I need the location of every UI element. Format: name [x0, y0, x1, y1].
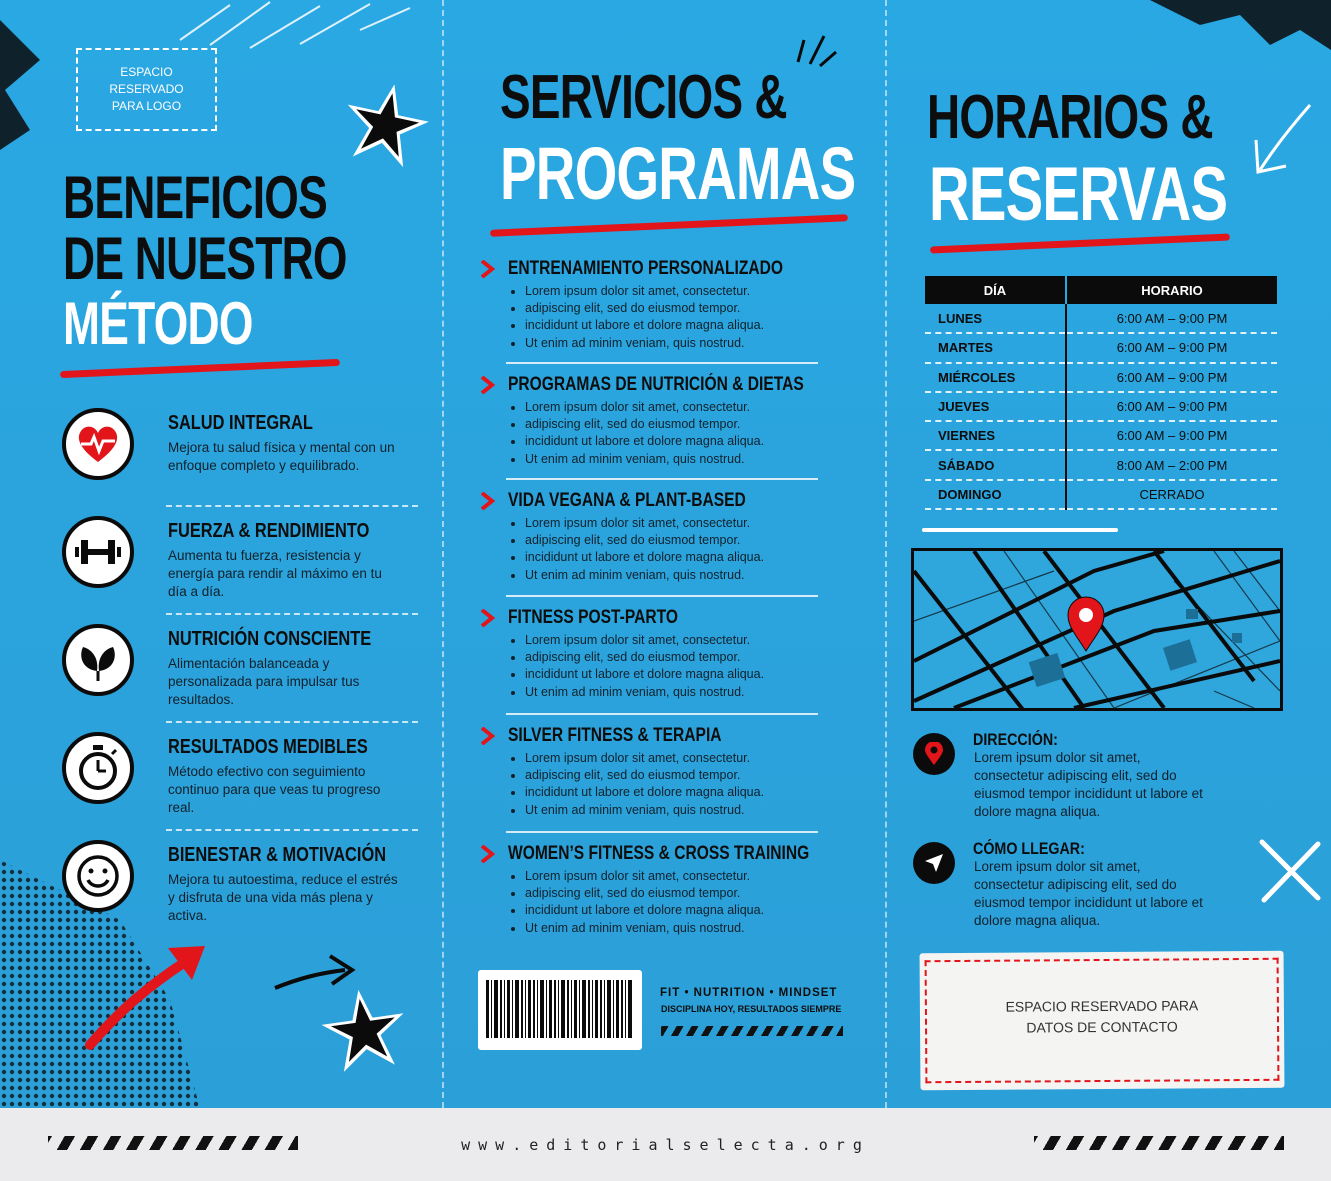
service-bullets: [525, 632, 825, 701]
bullet: • Ut enim ad minim veniam, quis nostrud.: [525, 684, 825, 701]
day-cell: SÁBADO: [925, 450, 1066, 479]
fold-line-1: [442, 0, 444, 1108]
table-row: [925, 450, 1277, 479]
benefit-item: [60, 732, 420, 840]
logo-placeholder-text: ESPACIO RESERVADO PARA LOGO: [109, 65, 184, 113]
table-row: [925, 333, 1277, 362]
service-bullets: [525, 399, 825, 468]
grunge-corner-decoration: [0, 0, 60, 160]
chevron-right-icon: [480, 727, 496, 745]
benefit-title: RESULTADOS MEDIBLES: [168, 736, 368, 758]
divider: [166, 829, 418, 831]
stopwatch-icon: [62, 732, 134, 804]
footer-url: www.editorialselecta.org: [461, 1136, 870, 1154]
leaf-icon: [62, 624, 134, 696]
location-pin-icon: [913, 733, 955, 775]
divider: [506, 362, 818, 364]
day-cell: DOMINGO: [925, 480, 1066, 509]
day-cell: LUNES: [925, 304, 1066, 333]
red-arrow-decoration: [80, 940, 210, 1050]
address-text: Lorem ipsum dolor sit amet, consectetur adipiscing elit, sed do eiusmod tempor incididunt ut labore et dolore magna aliqua.: [974, 750, 1203, 819]
hours-cell: 6:00 AM – 9:00 PM: [1066, 421, 1277, 450]
divider: [166, 505, 418, 507]
hours-cell: 6:00 AM – 9:00 PM: [1066, 392, 1277, 421]
bullet: • Lorem ipsum dolor sit amet, consectetur.: [525, 399, 825, 416]
service-title: VIDA VEGANA & PLANT-BASED: [508, 490, 746, 511]
service-bullets: [525, 868, 825, 937]
bullet: • Ut enim ad minim veniam, quis nostrud.: [525, 920, 825, 937]
day-cell: MARTES: [925, 333, 1066, 362]
day-cell: VIERNES: [925, 421, 1066, 450]
bullet: • Ut enim ad minim veniam, quis nostrud.: [525, 802, 825, 819]
benefits-title-line-2: DE NUESTRO: [63, 225, 347, 292]
star-sticker-icon: [318, 984, 410, 1076]
table-row: [925, 304, 1277, 333]
services-title-line-1: SERVICIOS &: [500, 63, 787, 132]
service-title: ENTRENAMIENTO PERSONALIZADO: [508, 258, 783, 279]
grunge-corner-decoration-right: [1150, 0, 1331, 60]
divider: [506, 595, 818, 597]
bullet: • Lorem ipsum dolor sit amet, consectetur.: [525, 283, 825, 300]
benefit-description: Mejora tu autoestima, reduce el estrés y disfruta de una vida más plena y activa.: [168, 872, 398, 923]
service-bullets: [525, 750, 825, 819]
hours-cell: 6:00 AM – 9:00 PM: [1066, 304, 1277, 333]
stripe-decoration-right: [1034, 1136, 1284, 1150]
bullet: • adipiscing elit, sed do eiusmod tempor.: [525, 300, 825, 317]
bullet: • Lorem ipsum dolor sit amet, consectetur.: [525, 750, 825, 767]
benefits-title-line-1: BENEFICIOS: [63, 164, 327, 231]
bullet: • incididunt ut labore et dolore magna aliqua.: [525, 433, 825, 450]
benefit-title: FUERZA & RENDIMIENTO: [168, 520, 370, 542]
benefit-description: Método efectivo con seguimiento continuo para que veas tu progreso real.: [168, 764, 381, 815]
red-brush-underline: [490, 214, 848, 237]
cross-scribble-decoration: [1256, 836, 1326, 906]
heart-pulse-icon: [62, 408, 134, 480]
bullet: • adipiscing elit, sed do eiusmod tempor.: [525, 532, 825, 549]
bullet: • adipiscing elit, sed do eiusmod tempor.: [525, 416, 825, 433]
benefit-title: NUTRICIÓN CONSCIENTE: [168, 628, 372, 650]
benefit-item: [60, 624, 420, 732]
bullet: • Ut enim ad minim veniam, quis nostrud.: [525, 335, 825, 352]
service-title: PROGRAMAS DE NUTRICIÓN & DIETAS: [508, 374, 804, 395]
bullet: • incididunt ut labore et dolore magna aliqua.: [525, 666, 825, 683]
benefit-item: [60, 408, 420, 516]
day-cell: JUEVES: [925, 392, 1066, 421]
benefit-title: BIENESTAR & MOTIVACIÓN: [168, 844, 387, 866]
bullet: • adipiscing elit, sed do eiusmod tempor.: [525, 649, 825, 666]
service-title: WOMEN’S FITNESS & CROSS TRAINING: [508, 843, 810, 864]
chevron-right-icon: [480, 609, 496, 627]
bullet: • incididunt ut labore et dolore magna aliqua.: [525, 902, 825, 919]
hours-cell: CERRADO: [1066, 480, 1277, 509]
footer-bar: [0, 1108, 1331, 1181]
tagline-subtitle: DISCIPLINA HOY, RESULTADOS SIEMPRE: [661, 1004, 842, 1014]
logo-placeholder: [76, 48, 217, 131]
benefit-item: [60, 516, 420, 624]
dumbbell-icon: [62, 516, 134, 588]
bullet: • incididunt ut labore et dolore magna aliqua.: [525, 784, 825, 801]
divider: [506, 478, 818, 480]
divider: [166, 721, 418, 723]
bullet: • Ut enim ad minim veniam, quis nostrud.: [525, 451, 825, 468]
hours-cell: 8:00 AM – 2:00 PM: [1066, 450, 1277, 479]
star-sticker-icon: [340, 78, 432, 170]
table-row: [925, 363, 1277, 392]
map-pin-icon: [1068, 597, 1104, 651]
column-header: DÍA: [925, 276, 1066, 304]
navigation-arrow-icon: [913, 842, 955, 884]
contact-placeholder-text: ESPACIO RESERVADO PARA DATOS DE CONTACTO: [1005, 997, 1199, 1036]
bullet: • adipiscing elit, sed do eiusmod tempor.: [525, 767, 825, 784]
hours-cell: 6:00 AM – 9:00 PM: [1066, 333, 1277, 362]
brush-white-underline: [922, 528, 1118, 532]
benefit-description: Mejora tu salud física y mental con un enfoque completo y equilibrado.: [168, 440, 395, 473]
bullet: • adipiscing elit, sed do eiusmod tempor.: [525, 885, 825, 902]
chevron-right-icon: [480, 492, 496, 510]
schedule-title-line-1: HORARIOS &: [927, 83, 1213, 152]
smiley-icon: [62, 840, 134, 912]
bullet: • Lorem ipsum dolor sit amet, consectetur.: [525, 515, 825, 532]
service-bullets: [525, 515, 825, 584]
divider: [506, 713, 818, 715]
column-header: HORARIO: [1066, 276, 1277, 304]
schedule-title-line-2: RESERVAS: [929, 152, 1228, 237]
hours-cell: 6:00 AM – 9:00 PM: [1066, 363, 1277, 392]
contact-placeholder: [920, 951, 1285, 1091]
arrow-scribble-decoration: [1248, 100, 1318, 180]
chevron-right-icon: [480, 376, 496, 394]
directions-title: CÓMO LLEGAR:: [973, 839, 1085, 858]
bullet: • incididunt ut labore et dolore magna aliqua.: [525, 317, 825, 334]
fold-line-2: [885, 0, 887, 1108]
chevron-right-icon: [480, 845, 496, 863]
stripe-decoration: [661, 1026, 843, 1036]
services-title-line-2: PROGRAMAS: [500, 132, 856, 215]
divider: [166, 613, 418, 615]
red-brush-underline: [60, 359, 340, 378]
bullet: • incididunt ut labore et dolore magna aliqua.: [525, 549, 825, 566]
map-illustration: [911, 548, 1283, 711]
day-cell: MIÉRCOLES: [925, 363, 1066, 392]
bullet: • Ut enim ad minim veniam, quis nostrud.: [525, 567, 825, 584]
service-title: SILVER FITNESS & TERAPIA: [508, 725, 722, 746]
benefit-description: Aumenta tu fuerza, resistencia y energía para rendir al máximo en tu día a día.: [168, 548, 382, 599]
bullet: • Lorem ipsum dolor sit amet, consectetur.: [525, 868, 825, 885]
table-header-row: [925, 276, 1277, 304]
service-title: FITNESS POST-PARTO: [508, 607, 678, 628]
benefit-item: [60, 840, 420, 948]
tagline: FIT • NUTRITION • MINDSET: [660, 987, 838, 999]
chevron-right-icon: [480, 260, 496, 278]
directions-text: Lorem ipsum dolor sit amet, consectetur adipiscing elit, sed do eiusmod tempor incididunt ut labore et dolore magna aliqua.: [974, 859, 1203, 928]
table-row: [925, 421, 1277, 450]
benefit-description: Alimentación balanceada y personalizada para impulsar tus resultados.: [168, 656, 360, 707]
divider: [506, 831, 818, 833]
schedule-table: [925, 276, 1277, 510]
benefit-title: SALUD INTEGRAL: [168, 412, 313, 434]
table-row: [925, 480, 1277, 509]
bullet: • Lorem ipsum dolor sit amet, consectetur.: [525, 632, 825, 649]
benefits-title-line-3: MÉTODO: [63, 290, 253, 357]
table-row: [925, 392, 1277, 421]
barcode-icon: [478, 970, 642, 1050]
address-title: DIRECCIÓN:: [973, 730, 1058, 749]
service-bullets: [525, 283, 825, 352]
spark-lines-decoration: [790, 18, 840, 68]
